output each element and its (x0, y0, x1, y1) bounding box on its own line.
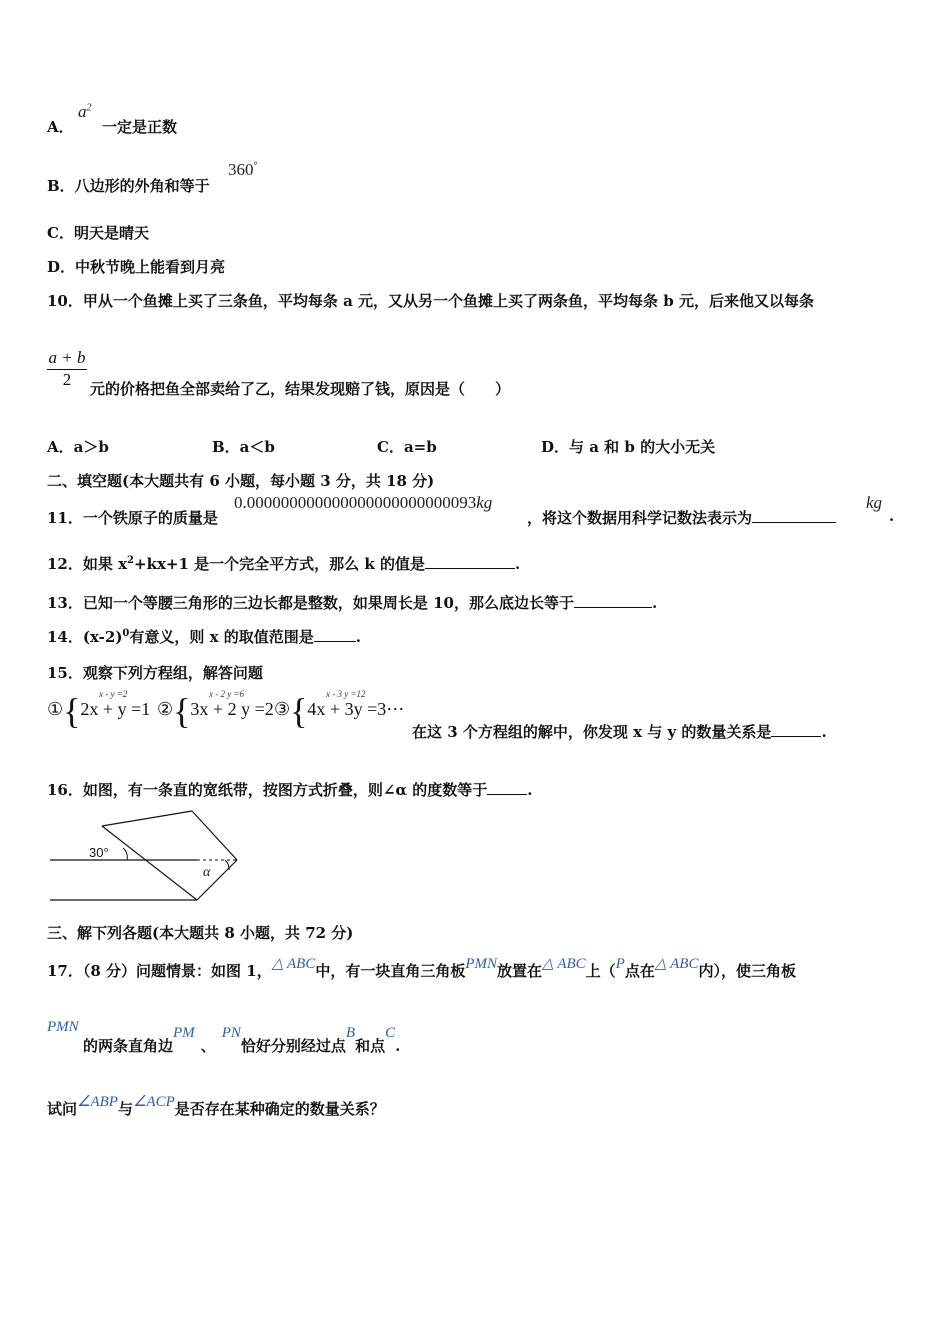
q11-end: . (889, 507, 895, 525)
q17-line2: PMN 的两条直角边PM、PN恰好分别经过点B和点C. (47, 1019, 401, 1055)
fraction-a-plus-b: $\frac{a + b}{2}$ (48, 348, 86, 389)
option-a: A． (47, 118, 74, 136)
system-2: ②{ x - 2 y =6 3x + 2 y =2 (157, 689, 274, 731)
angle-30-label: 30° (89, 845, 109, 860)
q12: 12．如果 $x^2+kx+1$ 是一个完全平方式，那么 k 的值是 . (47, 555, 521, 573)
q17-question: 试问∠ABP与∠ACP是否存在某种确定的数量关系？ (47, 1094, 385, 1118)
q10-line2: 元的价格把鱼全部卖给了乙，结果发现赔了钱，原因是（ ） (90, 380, 511, 398)
option-b: B．八边形的外角和等于 (47, 177, 210, 195)
system-3: ③{ x - 3 y =12 4x + 3y =3⋯ (274, 689, 405, 731)
fold-left (102, 826, 197, 900)
q10-option-c: C．a=b (377, 438, 437, 456)
q11-unit: kg (866, 493, 883, 512)
q13: 13．已知一个等腰三角形的三边长都是整数，如果周长是 10，那么底边长等于 . (47, 594, 658, 612)
folded-paper-figure (47, 808, 247, 908)
option-c: C．明天是晴天 (47, 224, 149, 242)
q10-option-b: B．a＜b (212, 438, 275, 456)
option-a-text: 一定是正数 (102, 118, 178, 136)
section-2-title: 二、填空题(本大题共有 6 小题，每小题 3 分，共 18 分) (47, 472, 435, 490)
q11-number: 0.000000000000000000000000093kg (234, 493, 493, 512)
q10-option-d: D．与 a 和 b 的大小无关 (541, 438, 716, 456)
q10-line1: 10．甲从一个鱼摊上买了三条鱼，平均每条 a 元，又从另一个鱼摊上买了两条鱼，平均每条 b 元，后来他又以每条 (47, 292, 814, 310)
q10-option-a: A．a＞b (47, 438, 109, 456)
q15-title: 15．观察下列方程组，解答问题 (47, 664, 263, 682)
alpha-label: α (203, 865, 211, 880)
q16: 16．如图，有一条直的宽纸带，按图方式折叠，则∠α 的度数等于 . (47, 781, 533, 799)
angle-30-arc (123, 848, 127, 860)
system-1: ①{ x - y =2 2x + y =1 (47, 689, 151, 731)
math-360: 360° (228, 160, 258, 179)
q14: 14．$(x-2)^0$有意义，则 x 的取值范围是 . (47, 628, 362, 646)
section-3-title: 三、解下列各题(本大题共 8 小题，共 72 分) (47, 924, 354, 942)
option-d: D．中秋节晚上能看到月亮 (47, 258, 226, 276)
q11-text2: ，将这个数据用科学记数法表示为 (527, 507, 836, 528)
q11-text: 11．一个铁原子的质量是 (47, 509, 218, 527)
fold-top (102, 811, 192, 826)
fold-right (192, 811, 237, 860)
math-a: $a^2$ (78, 102, 92, 121)
q17-line1: 17．（8 分）问题情景：如图 1，△ ABC中，有一块直角三角板PMN放置在△ ABC上（P点在△ ABC内），使三角板 (47, 956, 796, 980)
q15-tail: 在这 3 个方程组的解中，你发现 x 与 y 的数量关系是 . (412, 723, 827, 741)
